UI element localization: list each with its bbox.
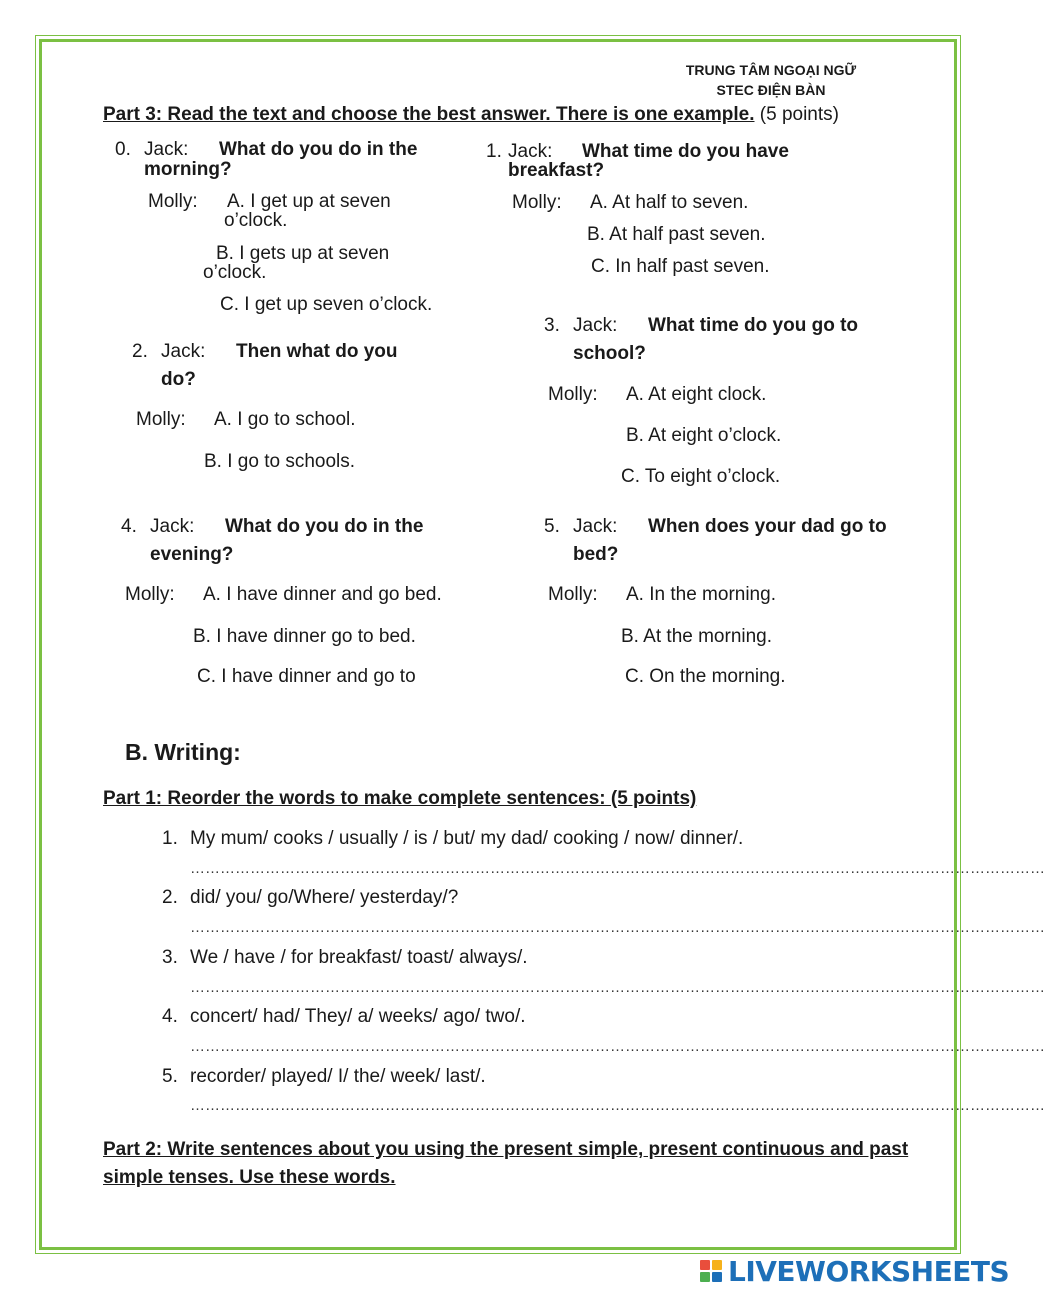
q-text-cont: bed? (573, 544, 619, 565)
q-number: 2. (132, 341, 148, 362)
center-name: TRUNG TÂM NGOẠI NGỮ (685, 62, 857, 78)
q-text: What time do you have (582, 141, 789, 162)
q-number: 0. (115, 139, 131, 160)
answerer: Molly: (512, 192, 562, 213)
option-a: A. At half to seven. (590, 192, 749, 213)
option-b: B. At the morning. (621, 626, 773, 647)
answerer: Molly: (148, 191, 198, 212)
option-b: B. I gets up at seven (216, 243, 390, 264)
logo-blocks-icon (700, 1260, 722, 1282)
part1-title: Part 1: Reorder the words to make complete sentences: (5 points) (103, 788, 697, 809)
answerer: Molly: (136, 409, 186, 430)
item-number: 5. (162, 1066, 178, 1087)
item-number: 4. (162, 1006, 178, 1027)
option-b: B. At eight o’clock. (626, 425, 782, 446)
q-text-cont: breakfast? (508, 160, 605, 181)
option-c: C. I get up seven o’clock. (220, 294, 433, 315)
option-c: C. To eight o’clock. (621, 466, 781, 487)
answerer: Molly: (548, 384, 598, 405)
option-a: A. At eight clock. (626, 384, 767, 405)
answer-line[interactable]: ……………………………………………………………………………………………………………………………………………………… (190, 1038, 1045, 1055)
item-number: 1. (162, 828, 178, 849)
part3-points: (5 points) (759, 104, 839, 125)
q-text: When does your dad go to (648, 516, 887, 537)
part2-title-line2: simple tenses. Use these words. (103, 1167, 396, 1188)
item-words: We / have / for breakfast/ toast/ always/. (190, 947, 528, 968)
logo-text: LIVEWORKSHEETS (728, 1254, 1010, 1288)
answer-line[interactable]: ……………………………………………………………………………………………………………………………………………………… (190, 1097, 1045, 1114)
option-a: A. In the morning. (626, 584, 776, 605)
item-words: My mum/ cooks / usually / is / but/ my dad/ cooking / now/ dinner/. (190, 828, 744, 849)
q-text-cont: evening? (150, 544, 234, 565)
item-number: 2. (162, 887, 178, 908)
writing-heading: B. Writing: (125, 739, 241, 765)
q-number: 4. (121, 516, 137, 537)
q-text-cont: morning? (144, 159, 232, 180)
part3-title: Part 3: Read the text and choose the best answer. There is one example. (103, 104, 755, 125)
q-speaker: Jack: (573, 516, 618, 537)
option-c: C. I have dinner and go to (197, 666, 416, 687)
option-a-cont: o’clock. (224, 210, 288, 231)
part3-title-row (103, 104, 839, 126)
center-location: STEC ĐIỆN BÀN (716, 82, 826, 98)
part2-title-line1: Part 2: Write sentences about you using the present simple, present continuous and past (103, 1139, 909, 1160)
q-text-cont: do? (161, 369, 196, 390)
item-words: recorder/ played/ I/ the/ week/ last/. (190, 1066, 486, 1087)
q-text-cont: school? (573, 343, 646, 364)
option-b: B. I have dinner go to bed. (193, 626, 416, 647)
q-number: 3. (544, 315, 560, 336)
answerer: Molly: (548, 584, 598, 605)
item-words: did/ you/ go/Where/ yesterday/? (190, 887, 459, 908)
item-number: 3. (162, 947, 178, 968)
q-speaker: Jack: (144, 139, 189, 160)
q-speaker: Jack: (150, 516, 195, 537)
option-a: A. I have dinner and go bed. (203, 584, 442, 605)
answer-line[interactable]: ……………………………………………………………………………………………………………………………………………………… (190, 919, 1045, 936)
option-a: A. I get up at seven (227, 191, 391, 212)
item-words: concert/ had/ They/ a/ weeks/ ago/ two/. (190, 1006, 526, 1027)
option-b: B. At half past seven. (587, 224, 766, 245)
option-b-cont: o’clock. (203, 262, 267, 283)
answer-line[interactable]: ……………………………………………………………………………………………………………………………………………………… (190, 979, 1045, 996)
option-c: C. On the morning. (625, 666, 786, 687)
q-number: 1. (486, 141, 502, 162)
q-text: What do you do in the (225, 516, 424, 537)
q-speaker: Jack: (573, 315, 618, 336)
q-text: Then what do you (236, 341, 398, 362)
liveworksheets-logo[interactable] (700, 1254, 1010, 1288)
q-speaker: Jack: (161, 341, 206, 362)
q-speaker: Jack: (508, 141, 553, 162)
q-number: 5. (544, 516, 560, 537)
answerer: Molly: (125, 584, 175, 605)
option-b: B. I go to schools. (204, 451, 356, 472)
option-c: C. In half past seven. (591, 256, 770, 277)
q-text: What time do you go to (648, 315, 859, 336)
q-text: What do you do in the (219, 139, 418, 160)
option-a: A. I go to school. (214, 409, 356, 430)
answer-line[interactable]: ……………………………………………………………………………………………………………………………………………………… (190, 860, 1045, 877)
